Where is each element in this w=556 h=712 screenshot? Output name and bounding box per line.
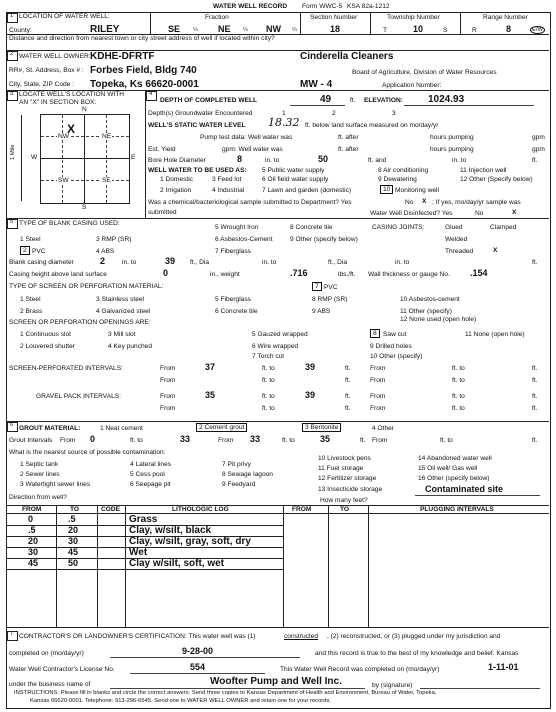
from-label: From: [370, 405, 386, 412]
blank-depth: 39: [165, 256, 176, 266]
screen-option: 6 Concrete tile: [215, 308, 258, 315]
north-label: N: [82, 106, 87, 113]
ft-unit: ft.: [532, 405, 538, 412]
casing-option: 9 Other (specify below): [290, 236, 358, 243]
bore-label: Bore Hole Diameter: [148, 157, 206, 164]
screen-option: 2 Brass: [20, 308, 43, 315]
business-label: under the business name of: [9, 681, 91, 688]
use-option: 4 Industrial: [212, 187, 245, 194]
use-option: 9 Dewatering: [378, 176, 417, 183]
opening-option: 7 Torch cut: [252, 353, 285, 360]
ft-unit: ft.: [360, 437, 366, 444]
screen-option: 8 RMP (SR): [312, 296, 348, 303]
gravel-pack-label: GRAVEL PACK INTERVALS:: [36, 393, 122, 400]
certification-label: CONTRACTOR'S OR LANDOWNER'S CERTIFICATION: This water well was (1): [19, 633, 256, 640]
south-label: S: [82, 204, 87, 211]
section-2-number: 2: [10, 51, 14, 57]
contamination-option: 6 Seepage pit: [130, 481, 171, 488]
true-record-text: and this record is true to the best of my knowledge and belief. Kansas: [315, 650, 519, 657]
screen-pvc-label: PVC: [324, 284, 338, 291]
range-prefix: R: [472, 27, 477, 34]
in-to-label: in. to: [395, 259, 410, 266]
ft-unit: ft.: [532, 393, 538, 400]
grout-intervals-label: Grout Intervals: [9, 437, 53, 444]
owner-name-2: Cinderella Cleaners: [300, 51, 394, 62]
casing-pvc-label: PVC: [32, 248, 46, 255]
gpm-unit: gpm: [532, 134, 545, 141]
quarter-1: SE: [168, 24, 181, 34]
ft-unit: ft.: [532, 377, 538, 384]
pump-test-label: Pump test data: Well water was: [200, 134, 293, 141]
ft-to-label: ft. to: [262, 405, 275, 412]
from-label: From: [218, 437, 234, 444]
screen-pvc-number: 7: [312, 282, 322, 291]
elevation-label: ELEVATION:: [364, 97, 403, 104]
casing-option: 6 Asbestos-Cement: [215, 236, 273, 243]
no-label: No: [405, 199, 414, 206]
board-label: Board of Agriculture, Division of Water Resources: [352, 69, 497, 76]
screen-option: 11 Other (specify): [400, 308, 452, 315]
grout-from-1: 0: [90, 434, 96, 444]
log-header-lithologic: LITHOLOGIC LOG: [172, 506, 229, 513]
log-from: .5: [28, 525, 36, 535]
gpm-well-label: gpm: Well water was: [222, 146, 283, 153]
yield-label: Est. Yield: [148, 146, 176, 153]
contamination-option: 2 Sewer lines: [20, 471, 60, 478]
use-option: 3 Feed lot: [212, 176, 242, 183]
gw-depth-1: 1: [282, 110, 286, 117]
contamination-option: 5 Cess pool: [130, 471, 165, 478]
how-many-feet-label: How many feet?: [320, 497, 368, 504]
contamination-option: 11 Fuel storage: [318, 465, 364, 472]
form-number: Form WWC-5: [302, 3, 343, 10]
elevation-value: 1024.93: [428, 94, 465, 105]
opening-option: 6 Wire wrapped: [252, 343, 299, 350]
west-label: W: [31, 154, 38, 161]
static-level-label: WELL'S STATIC WATER LEVEL: [148, 122, 246, 129]
quarter-symbol: ¼: [193, 27, 198, 33]
submitted-label: submitted: [148, 209, 177, 216]
casing-option: 5 Wrought Iron: [215, 224, 259, 231]
hours-pumping-label: hours pumping: [430, 134, 474, 141]
wall-thickness: .154: [470, 268, 488, 278]
groundwater-label: Depth(s) Groundwater Encountered: [148, 110, 253, 117]
section-3-number: 3: [10, 91, 14, 97]
log-header-plugging: PLUGGING INTERVALS: [420, 506, 494, 513]
casing-label: TYPE OF BLANK CASING USED:: [19, 220, 120, 227]
threaded-label: Threaded: [445, 248, 474, 255]
from-label: From: [372, 437, 388, 444]
use-option: 8 Air conditioning: [378, 167, 429, 174]
blank-diameter: 2: [100, 256, 106, 266]
section-4-number: 4: [149, 91, 153, 97]
log-description: Clay w/silt, soft, wet: [129, 558, 225, 569]
screen-option: 4 Galvanized steel: [96, 308, 151, 315]
sw-label: SW: [58, 177, 69, 184]
bact-sample-label: Was a chemical/bacteriological sample submitted to Department? Yes: [148, 199, 352, 206]
ft-to-label: ft. to: [452, 405, 465, 412]
hours-pumping-label: hours pumping: [430, 146, 474, 153]
joints-label: CASING JOINTS:: [372, 224, 425, 231]
use-label: WELL WATER TO BE USED AS:: [148, 167, 247, 174]
grout-from-2: 33: [250, 434, 261, 444]
contamination-option: 7 Pit privy: [222, 461, 251, 468]
screen-option: 10 Asbestos-cement: [400, 296, 460, 303]
log-from: 0: [28, 514, 34, 524]
well-id: MW - 4: [300, 79, 333, 90]
glued-label: Glued: [445, 224, 463, 231]
ksa-reference: KSA 82a-1212: [347, 3, 390, 10]
screen-interval-to: 39: [305, 362, 316, 372]
casing-option: 8 Concrete tile: [290, 224, 333, 231]
from-label: From: [160, 393, 176, 400]
log-to: 30: [68, 536, 79, 546]
se-label: SE: [102, 177, 111, 184]
signature-label: by (signature): [372, 682, 413, 689]
static-level-tail: ft. below land surface measured on mo/day/yr: [305, 122, 439, 129]
screen-option: 5 Fiberglass: [215, 296, 251, 303]
opening-option: 5 Gauzed wrapped: [252, 331, 308, 338]
section-7-number: 7: [10, 631, 14, 637]
bore-diameter: 8: [237, 154, 243, 164]
city-value: Topeka, Ks 66620-0001: [90, 79, 199, 90]
quarter-symbol: ¼: [292, 27, 297, 33]
log-to: 50: [68, 558, 79, 568]
log-description: Clay, w/silt, gray, soft, dry: [129, 536, 251, 547]
east-label: E: [131, 154, 136, 161]
disinfected-no-mark: X: [512, 209, 517, 216]
contamination-option: 16 Other (specify below): [418, 475, 490, 482]
in-to-label: in. to: [265, 157, 280, 164]
record-completed-label: This Water Well Record was completed on (mo/day/yr): [280, 666, 440, 673]
quarter-2: NE: [218, 24, 231, 34]
opening-option: 4 Key punched: [108, 343, 152, 350]
screen-option: 1 Steel: [20, 296, 41, 303]
ft-to-label: ft. to: [262, 377, 275, 384]
use-selected-number: 10: [380, 185, 393, 194]
sawcut-label: Saw cut: [383, 331, 407, 338]
section-5-number: 5: [10, 219, 14, 225]
log-header-code: CODE: [101, 506, 121, 513]
gw-depth-3: 3: [392, 110, 396, 117]
casing-option: 7 Fiberglass: [215, 248, 251, 255]
ft-and-label: ft. and: [368, 157, 387, 164]
form-title: WATER WELL RECORD: [213, 3, 288, 10]
log-header-to: TO: [70, 506, 80, 513]
ft-to-label: ft. to: [262, 365, 275, 372]
casing-height: 0: [163, 268, 169, 278]
from-label: From: [160, 405, 176, 412]
contamination-option: 9 Feedyard: [222, 481, 256, 488]
county-value: RILEY: [90, 24, 120, 35]
address-label: RR#, St. Address, Box # :: [9, 67, 84, 74]
ft-unit: ft.: [532, 157, 538, 164]
contamination-option: 1 Septic tank: [20, 461, 59, 468]
screen-option: 3 Stainless steel: [96, 296, 145, 303]
license-label: Water Well Contractor's License No.: [9, 666, 115, 673]
township-label: Township Number: [387, 14, 440, 21]
grout-bentonite-selected: 3 Bentonite: [302, 423, 341, 432]
log-header-from-2: FROM: [292, 506, 312, 513]
owner-label: WATER WELL OWNER:: [19, 53, 91, 60]
in-to-label: in. to: [122, 259, 137, 266]
screen-material-label: TYPE OF SCREEN OR PERFORATION MATERIAL:: [9, 283, 164, 290]
contamination-option: 15 Oil well/ Gas well: [418, 465, 478, 472]
locate-label-1: LOCATE WELL'S LOCATION WITH: [19, 91, 125, 98]
grout-label: GROUT MATERIAL:: [19, 425, 81, 432]
ft-unit: ft.: [345, 393, 351, 400]
dia-label: ft., Dia: [328, 259, 348, 266]
use-option: 12 Other (Specify below): [460, 176, 533, 183]
openings-label: SCREEN OR PERFORATION OPENINGS ARE:: [9, 319, 151, 326]
from-label: From: [60, 437, 76, 444]
depth-value: 49: [320, 94, 332, 105]
ft-unit: ft.: [345, 377, 351, 384]
ft-to-label: ft. to: [130, 437, 143, 444]
ft-to-label: ft. to: [440, 437, 453, 444]
range-direction: E/W: [532, 27, 543, 33]
section-number: 18: [330, 24, 341, 34]
opening-option: 10 Other (specify): [370, 353, 423, 360]
grout-option: 1 Neat cement: [100, 425, 143, 432]
grout-cement-selected: 2 Cement grout: [196, 423, 247, 432]
log-from: 20: [28, 536, 39, 546]
mile-scale-label: 1 Mile: [10, 144, 16, 160]
from-label: From: [370, 365, 386, 372]
ft-to-label: ft. to: [282, 437, 295, 444]
direction-label: Direction from well?: [9, 494, 67, 501]
township-suffix: S: [443, 27, 448, 34]
contamination-option: 4 Lateral lines: [130, 461, 172, 468]
instructions-line-1: INSTRUCTIONS: Please fill in blanks and circle the correct answers. Send three copies to Kansas Department of Health and Environment, Bureau of Water, Topeka,: [14, 690, 437, 696]
casing-height-label: Casing height above land surface: [9, 271, 107, 278]
no-label: No: [475, 210, 484, 217]
completed-date: 9-28-00: [182, 646, 214, 656]
township-value: 10: [413, 24, 424, 34]
ft-to-label: ft. to: [262, 393, 275, 400]
instructions-line-2: Kansas 66620-0001. Telephone: 913-296-6545. Send one to WATER WELL OWNER and retain one for your records.: [30, 698, 331, 704]
completed-label: completed on (mo/day/yr): [9, 650, 84, 657]
ft-to-label: ft. to: [452, 365, 465, 372]
constructed-label: constructed: [284, 633, 319, 640]
contamination-option: 14 Abandoned water well: [418, 455, 492, 462]
ft-to-label: ft. to: [452, 393, 465, 400]
grout-to-2: 35: [320, 434, 331, 444]
fraction-label: Fraction: [205, 14, 229, 21]
signature-line: [420, 688, 540, 689]
gpm-unit: gpm: [532, 146, 545, 153]
casing-pvc-number: 2: [20, 246, 30, 255]
ft-after-label: ft. after: [338, 146, 359, 153]
opening-option: 3 Mill slot: [108, 331, 136, 338]
use-option: 7 Lawn and garden (domestic): [262, 187, 352, 194]
log-to: 45: [68, 547, 79, 557]
opening-option: 1 Continuous slot: [20, 331, 71, 338]
quarter-3: NW: [266, 24, 281, 34]
log-from: 45: [28, 558, 39, 568]
from-label: From: [160, 377, 176, 384]
ft-unit: ft.: [532, 259, 538, 266]
contamination-other: Contaminated site: [425, 484, 504, 494]
static-level-value: 18.32: [268, 116, 300, 129]
use-option: 5 Public water supply: [262, 167, 325, 174]
in-to-label: in. to: [452, 157, 467, 164]
wall-thickness-label: Wall thickness or gauge No.: [368, 271, 450, 278]
depth-label: DEPTH OF COMPLETED WELL: [160, 97, 258, 104]
casing-weight: .716: [290, 268, 308, 278]
disinfected-label: Water Well Disinfected? Yes: [370, 210, 453, 217]
opening-option: 11 None (open hole): [465, 331, 525, 338]
bact-tail-label: ; If yes, mo/day/yr sample was: [432, 199, 521, 206]
bore-depth: 50: [318, 154, 329, 164]
township-prefix: T: [383, 27, 388, 34]
ft-unit: ft.: [532, 437, 538, 444]
log-description: Grass: [129, 514, 158, 525]
certification-label-2: , (2) reconstructed, or (3) plugged under my jurisdiction and: [327, 633, 501, 640]
contamination-option: 8 Sewage lagoon: [222, 471, 273, 478]
quarter-symbol: ¼: [243, 27, 248, 33]
county-label: County:: [9, 27, 32, 34]
log-description: Clay, w/silt, black: [129, 525, 212, 536]
screen-option: 9 ABS: [312, 308, 331, 315]
log-from: 30: [28, 547, 39, 557]
use-option: 1 Domestic: [160, 176, 193, 183]
casing-option: 4 ABS: [96, 248, 115, 255]
sawcut-number: 8: [370, 329, 380, 338]
opening-option: 2 Louvered shutter: [20, 343, 75, 350]
contamination-label: What is the nearest source of possible contamination:: [9, 449, 166, 456]
log-to: 20: [68, 525, 79, 535]
bact-no-mark: X: [422, 198, 427, 205]
screen-option: 12 None used (open hole): [400, 316, 477, 323]
ne-label: NE: [102, 133, 112, 140]
contamination-option: 12 Fertilizer storage: [318, 475, 377, 482]
in-to-label: in. to: [262, 259, 277, 266]
business-name: Woofter Pump and Well Inc.: [210, 676, 342, 687]
threaded-mark: X: [493, 247, 498, 254]
opening-option: 9 Drilled holes: [370, 343, 412, 350]
gravel-to: 39: [305, 390, 316, 400]
screen-interval-from: 37: [205, 362, 216, 372]
ft-unit: ft.: [350, 97, 356, 104]
address-value: Forbes Field, Bldg 740: [90, 65, 197, 76]
contamination-option: 13 Insecticide storage: [318, 486, 383, 493]
ft-unit: ft.: [345, 365, 351, 372]
log-header-to-2: TO: [340, 506, 350, 513]
use-selected-label: Monitoring well: [395, 187, 439, 194]
ft-unit: ft.: [532, 365, 538, 372]
application-label: Application Number:: [382, 82, 442, 89]
location-label: LOCATION OF WATER WELL:: [19, 13, 110, 20]
contamination-option: 10 Livestock pens: [318, 455, 371, 462]
well-location-x-mark: X: [67, 122, 76, 136]
record-date: 1-11-01: [488, 662, 519, 672]
ft-to-label: ft. to: [452, 377, 465, 384]
ft-after-label: ft. after: [338, 134, 359, 141]
contamination-option: 3 Watertight sewer lines: [20, 481, 91, 488]
license-number: 554: [190, 662, 206, 672]
log-description: Wet: [129, 547, 148, 558]
grout-to-1: 33: [180, 434, 191, 444]
section-6-number: 6: [10, 422, 14, 428]
range-value: 8: [506, 24, 512, 34]
casing-option: 3 RMP (SR): [96, 236, 132, 243]
grout-option: 4 Other: [372, 425, 394, 432]
owner-name: KDHE-DFRTF: [90, 51, 155, 62]
use-option: 11 Injection well: [460, 167, 507, 174]
weight-label: in., weight: [210, 271, 240, 278]
dia-label: ft., Dia: [190, 259, 210, 266]
log-header-from: FROM: [22, 506, 42, 513]
from-label: From: [370, 377, 386, 384]
locate-label-2: AN "X" IN SECTION BOX:: [19, 99, 97, 106]
section-number-label: Section Number: [310, 14, 358, 21]
ft-unit: ft.: [345, 405, 351, 412]
gw-depth-2: 2: [332, 110, 336, 117]
gravel-from: 35: [205, 390, 216, 400]
lbs-unit: lbs./ft.: [338, 271, 356, 278]
screen-intervals-label: SCREEN-PERFORATED INTERVALS:: [9, 365, 123, 372]
mile-scale-bar: [21, 115, 22, 201]
from-label: From: [370, 393, 386, 400]
section-location-grid: [40, 114, 130, 204]
city-label: City, State, ZIP Code :: [9, 81, 74, 88]
casing-option: 1 Steel: [20, 236, 41, 243]
range-label: Range Number: [483, 14, 528, 21]
log-to: .5: [68, 514, 76, 524]
nw-label: NW: [58, 133, 69, 140]
from-label: From: [160, 365, 176, 372]
welded-label: Welded: [445, 236, 468, 243]
use-option: 2 Irrigation: [160, 187, 192, 194]
blank-diameter-label: Blank casing diameter: [9, 259, 74, 266]
distance-label: Distance and direction from nearest town or city street address of well if located within city?: [9, 35, 275, 42]
clamped-label: Clamped: [490, 224, 517, 231]
section-1-number: 1: [10, 13, 14, 19]
use-option: 6 Oil field water supply: [262, 176, 329, 183]
